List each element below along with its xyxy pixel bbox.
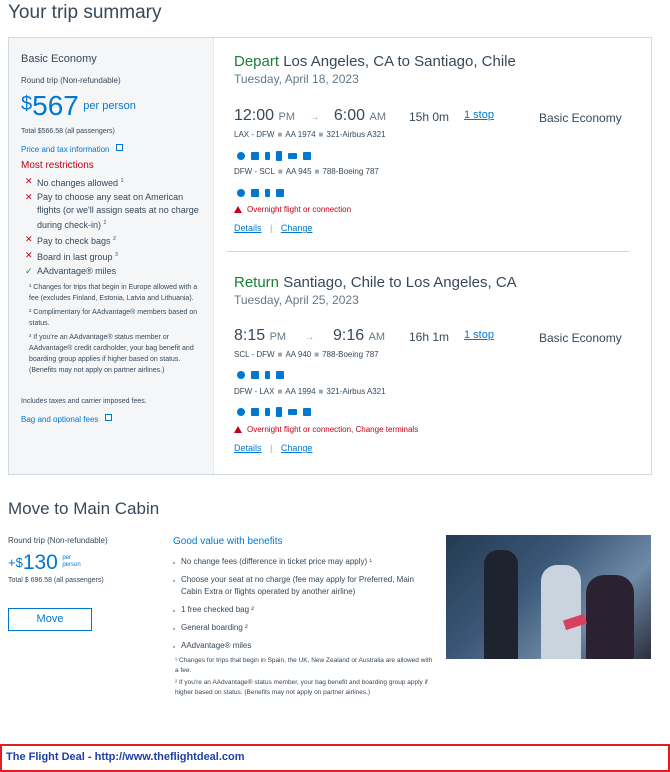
footnote: ¹ Changes for trips that begin in Spain, the UK, New Zealand or Australia are allowed with a fee. <box>175 657 433 674</box>
benefits-list <box>173 556 435 658</box>
depart-dep-time: 12:00 <box>234 107 275 124</box>
power-icon <box>251 189 259 197</box>
segment-route: SCL - DFW <box>234 350 275 359</box>
depart-details-link[interactable]: Details <box>234 223 262 233</box>
bag-fees-link[interactable] <box>21 409 112 427</box>
restriction-text <box>37 191 205 232</box>
beverage-icon <box>303 408 311 416</box>
return-segment-1-amenities <box>237 366 290 384</box>
return-times <box>234 327 385 345</box>
depart-route: Los Angeles, CA to Santiago, Chile <box>283 53 516 70</box>
depart-warning <box>234 205 351 214</box>
usb-icon <box>265 152 270 160</box>
return-arr-ampm: AM <box>368 331 386 343</box>
segment-route: DFW - LAX <box>234 387 275 396</box>
depart-actions <box>234 223 312 233</box>
x-icon: ✕ <box>25 234 33 244</box>
depart-stops-link[interactable]: 1 stop <box>464 109 494 121</box>
x-icon: ✕ <box>25 192 33 202</box>
footnote-ref: 3 <box>115 252 118 258</box>
external-link-icon <box>105 414 112 421</box>
external-link-icon <box>116 144 123 151</box>
footer-text: The Flight Deal - http://www.theflightdeal.com <box>6 751 245 763</box>
return-cabin: Basic Economy <box>539 331 622 345</box>
depart-label: Depart <box>234 53 280 70</box>
page-title: Your trip summary <box>8 2 162 23</box>
restriction-label: Board in last group <box>37 252 113 262</box>
depart-change-link[interactable]: Change <box>280 223 313 233</box>
benefit-item: ■ General boarding ² <box>173 622 435 634</box>
warning-icon <box>234 426 242 433</box>
footnote: ³ If you're an AAdvantage® status member or AAdvantage® credit cardholder, your bag benefit and boarding group applies if higher based on status. (Benefits may not apply on partner airlines.) <box>29 334 194 374</box>
return-dep-time: 8:15 <box>234 327 266 344</box>
power-icon <box>251 152 259 160</box>
footnote-ref: 2 <box>103 220 107 226</box>
segment-route: DFW - SCL <box>234 167 275 176</box>
footnote: ¹ Changes for trips that begin in Europe allowed with a fee (excludes Finland, Estonia, Latvia and Lithuania). <box>29 284 198 302</box>
restriction-label: Pay to check bags <box>37 236 111 246</box>
upgrade-plus: +$ <box>8 555 23 570</box>
restriction-text <box>37 249 118 264</box>
fare-panel <box>9 38 214 474</box>
segment-flight: AA 1974 <box>285 130 316 139</box>
depart-cabin: Basic Economy <box>539 111 622 125</box>
arrow-right-icon: → <box>304 332 315 343</box>
return-label: Return <box>234 274 280 291</box>
segment-flight: AA 1994 <box>285 387 316 396</box>
return-section <box>234 274 644 307</box>
depart-segment-2: DFW - SCL ■ AA 945 ■ 788-Boeing 787 <box>234 167 379 176</box>
depart-segment-1-amenities <box>237 147 317 165</box>
return-actions <box>234 443 312 453</box>
return-dep-ampm: PM <box>269 331 287 343</box>
depart-duration: 15h 0m <box>409 110 450 124</box>
benefit-item: ■ AAdvantage® miles <box>173 640 435 652</box>
return-segment-2: DFW - LAX ■ AA 1994 ■ 321-Airbus A321 <box>234 387 386 396</box>
depart-dep-ampm: PM <box>278 111 295 123</box>
return-details-link[interactable]: Details <box>234 443 262 453</box>
section-divider <box>226 251 630 252</box>
return-segment-2-amenities <box>237 403 317 421</box>
passenger-figure <box>586 575 634 659</box>
fare-trip-type: Round trip (Non-refundable) <box>21 76 121 85</box>
segment-aircraft: 788-Boeing 787 <box>322 350 379 359</box>
upgrade-amount: 130 <box>22 551 58 574</box>
seatback-screen-icon <box>276 189 284 197</box>
fare-currency: $ <box>21 93 33 115</box>
depart-arr-ampm: AM <box>369 111 386 123</box>
usb-icon <box>265 371 270 379</box>
restriction-label: AAdvantage® miles <box>37 266 117 276</box>
wifi-icon <box>237 152 245 160</box>
upgrade-total: Total $ 696.58 (all passengers) <box>8 577 104 584</box>
restriction-item <box>25 191 205 232</box>
return-route: Santiago, Chile to Los Angeles, CA <box>283 274 517 291</box>
restriction-text <box>37 233 116 248</box>
upgrade-price <box>8 551 90 575</box>
phone-icon <box>276 151 282 161</box>
bag-fees-link-label: Bag and optional fees <box>21 415 99 424</box>
restriction-text <box>37 265 116 278</box>
segment-aircraft: 788-Boeing 787 <box>322 167 379 176</box>
return-change-link[interactable]: Change <box>280 443 313 453</box>
power-icon <box>251 371 259 379</box>
depart-segment-1: LAX - DFW ■ AA 1974 ■ 321-Airbus A321 <box>234 130 386 139</box>
cabin-photo <box>446 535 651 659</box>
footnote: ² Complimentary for AAdvantage® members based on status. <box>29 309 198 327</box>
restriction-item <box>25 175 205 190</box>
trip-summary-card <box>8 37 652 475</box>
restriction-item <box>25 233 205 248</box>
upgrade-trip-type: Round trip (Non-refundable) <box>8 536 108 545</box>
benefit-item: ■ No change fees (difference in ticket price may apply) ¹ <box>173 556 435 568</box>
restrictions-footnotes <box>29 282 207 379</box>
seatback-screen-icon <box>276 371 284 379</box>
segment-flight: AA 940 <box>285 350 312 359</box>
segment-route: LAX - DFW <box>234 130 275 139</box>
entertainment-icon <box>288 409 297 415</box>
check-icon: ✓ <box>25 266 33 276</box>
taxes-note: Includes taxes and carrier imposed fees. <box>21 398 147 405</box>
passenger-figure <box>541 565 581 659</box>
separator: | <box>270 443 273 453</box>
restrictions-title: Most restrictions <box>21 160 94 171</box>
fare-per: per person <box>83 100 136 112</box>
x-icon: ✕ <box>25 176 33 186</box>
return-segment-1: SCL - DFW ■ AA 940 ■ 788-Boeing 787 <box>234 350 379 359</box>
x-icon: ✕ <box>25 250 33 260</box>
restrictions-list <box>25 175 205 279</box>
footnote: ² If you're an AAdvantage® status member, your bag benefit and boarding group apply if higher based on status. (Benefits may not apply on partner airlines.) <box>175 679 428 696</box>
restriction-label: Pay to choose any seat on American flights (or we'll assign seats at no charge during check-in) <box>37 192 199 230</box>
move-button[interactable]: Move <box>8 608 92 631</box>
footnote-ref: 2 <box>113 236 116 242</box>
benefit-item: ■ 1 free checked bag ² <box>173 604 435 616</box>
upgrade-title: Move to Main Cabin <box>8 499 160 518</box>
depart-date: Tuesday, April 18, 2023 <box>234 72 359 86</box>
return-arr-time: 9:16 <box>333 327 365 344</box>
restriction-text <box>37 175 123 190</box>
arrow-right-icon: → <box>309 112 320 123</box>
restriction-label: No changes allowed <box>37 178 119 188</box>
upgrade-footnotes <box>175 656 433 700</box>
warning-text: Overnight flight or connection <box>247 205 352 214</box>
segment-flight: AA 945 <box>285 167 312 176</box>
phone-icon <box>276 407 282 417</box>
return-title <box>234 274 644 291</box>
wifi-icon <box>237 189 245 197</box>
benefits-title: Good value with benefits <box>173 536 283 547</box>
depart-section <box>234 53 644 86</box>
footnote-ref: 1 <box>120 178 124 184</box>
flight-attendant-figure <box>484 550 518 659</box>
return-duration: 16h 1m <box>409 330 450 344</box>
segment-aircraft: 321-Airbus A321 <box>326 387 386 396</box>
warning-text: Overnight flight or connection, Change terminals <box>247 425 419 434</box>
fare-name: Basic Economy <box>21 53 97 65</box>
wifi-icon <box>237 371 245 379</box>
footer-banner <box>0 744 670 772</box>
depart-segment-2-amenities <box>237 184 290 202</box>
depart-arr-time: 6:00 <box>333 107 366 124</box>
segment-aircraft: 321-Airbus A321 <box>326 130 386 139</box>
return-stops-link[interactable]: 1 stop <box>464 329 494 341</box>
restriction-item <box>25 265 205 278</box>
return-date: Tuesday, April 25, 2023 <box>234 293 359 307</box>
usb-icon <box>265 189 270 197</box>
fare-price <box>21 90 136 122</box>
fare-total: Total $566.58 (all passengers) <box>21 128 115 135</box>
benefit-item: ■ Choose your seat at no charge (fee may apply for Preferred, Main Cabin Extra or flights operated by another airline) <box>173 574 435 598</box>
entertainment-icon <box>288 153 297 159</box>
price-tax-link[interactable] <box>21 139 123 157</box>
separator: | <box>270 223 273 233</box>
restriction-item <box>25 249 205 264</box>
depart-times <box>234 107 386 125</box>
beverage-icon <box>303 152 311 160</box>
price-tax-link-label: Price and tax information <box>21 145 110 154</box>
warning-icon <box>234 206 242 213</box>
wifi-icon <box>237 408 245 416</box>
depart-title <box>234 53 644 70</box>
power-icon <box>251 408 259 416</box>
upgrade-per: per person <box>62 555 81 568</box>
fare-amount: 567 <box>32 90 79 121</box>
usb-icon <box>265 408 270 416</box>
return-warning <box>234 425 418 434</box>
